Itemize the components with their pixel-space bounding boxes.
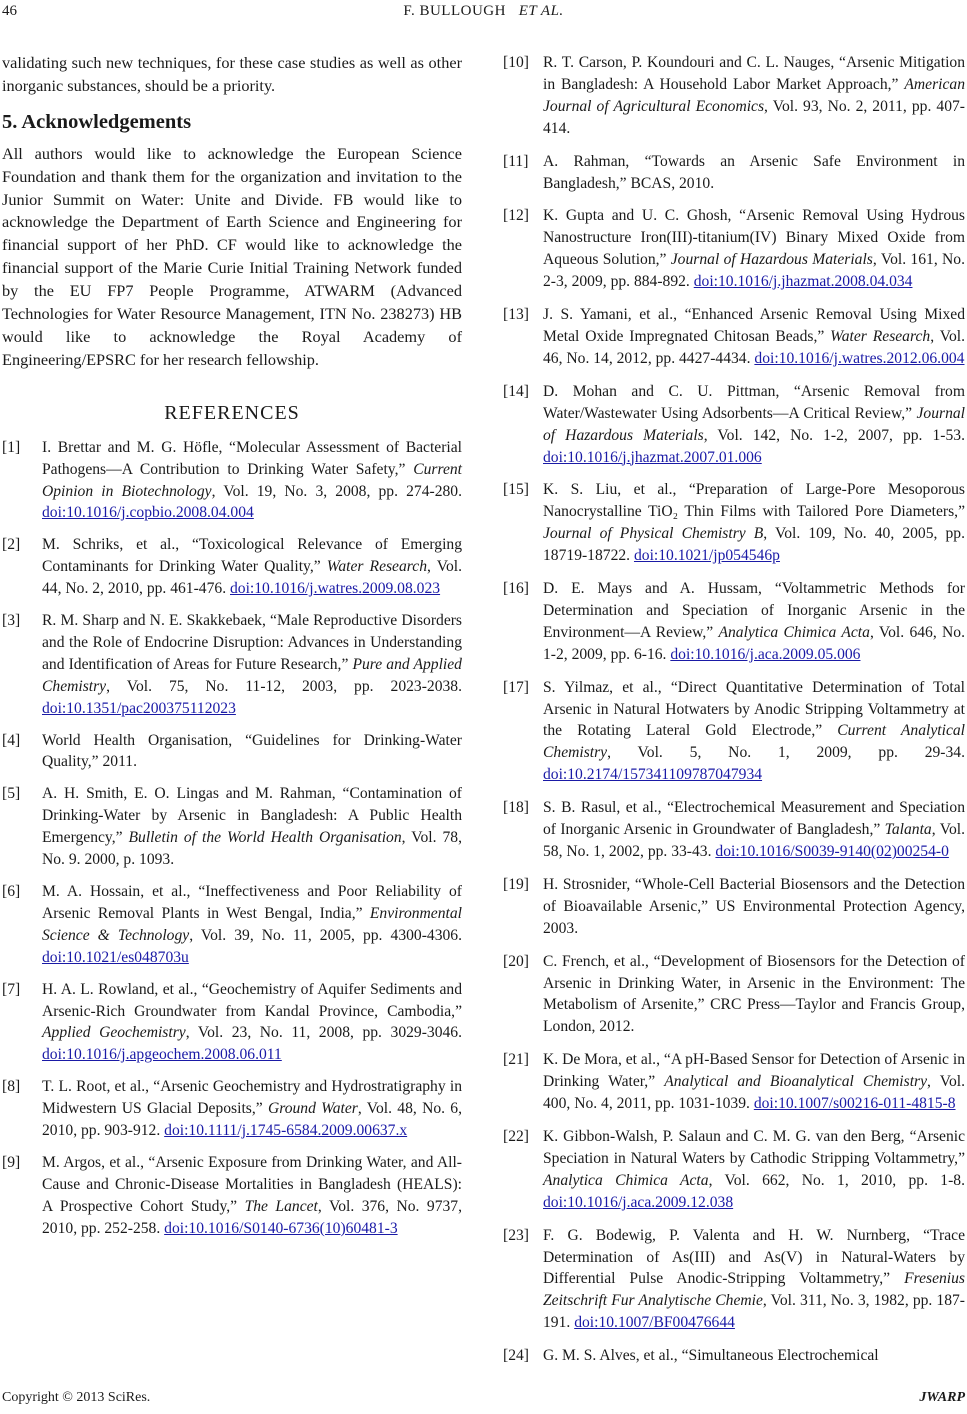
reference-journal: Journal of Physical Chemistry B <box>543 525 764 543</box>
reference-journal: Analytica Chimica Acta <box>718 623 870 641</box>
reference-number: [10] <box>503 54 529 71</box>
reference-item <box>503 205 965 293</box>
intro-paragraph: validating such new techniques, for these case studies as well as other inorganic substances, should be a priority. <box>2 53 462 95</box>
reference-details: , Vol. 23, No. 11, 2008, pp. 3029-3046. <box>185 1024 462 1042</box>
reference-number: [6] <box>2 883 21 900</box>
references-list-right <box>503 52 965 1367</box>
reference-doi-link[interactable]: doi:10.1016/j.watres.2012.06.004 <box>754 349 965 367</box>
reference-journal: Talanta <box>884 821 932 839</box>
reference-number: [16] <box>503 580 529 598</box>
reference-number: [14] <box>503 382 529 400</box>
reference-text: K. Gupta and U. C. Ghosh, “Arsenic Removal Using Hydrous Nanostructure Iron(III)-titanium(IV) Binary Mixed Oxide from Aqueous Solution,” <box>543 207 965 269</box>
reference-journal: Bulletin of the World Health Organisation <box>128 829 402 847</box>
reference-item <box>2 1152 462 1240</box>
reference-text: F. G. Bodewig, P. Valenta and H. W. Nurnberg, “Trace Determination of As(III) and As(V) in Natural-Waters by Differential Pulse Anodic-Stripping Voltammetry,” <box>543 1226 965 1288</box>
reference-number: [9] <box>2 1153 21 1171</box>
reference-number: [1] <box>2 438 21 456</box>
reference-details: , Vol. 5, No. 1, 2009, pp. 29-34. <box>607 744 965 762</box>
reference-text: M. Argos, et al., “Arsenic Exposure from Drinking Water, and All-Cause and Chronic-Disease Mortalities in Bangladesh (HEALS): A Prospective Cohort Study,” <box>42 1153 462 1215</box>
reference-doi-link[interactable]: doi:10.1016/j.jhazmat.2008.04.034 <box>693 273 913 291</box>
reference-item <box>2 730 462 774</box>
reference-doi-link[interactable]: doi:10.1016/j.apgeochem.2008.06.011 <box>42 1046 282 1064</box>
reference-journal: American Journal of Agricultural Economics <box>543 75 965 115</box>
right-column <box>503 52 965 1378</box>
page-number: 46 <box>2 3 17 19</box>
reference-text: G. M. S. Alves, et al., “Simultaneous Electrochemical <box>543 1347 879 1365</box>
reference-text: T. L. Root, et al., “Arsenic Geochemistry and Hydrostratigraphy in Midwestern US Glacial Deposits,” <box>42 1078 462 1118</box>
reference-journal: Journal of Hazardous Materials <box>543 404 965 444</box>
reference-doi-link[interactable]: doi:10.1016/j.copbio.2008.04.004 <box>42 504 254 522</box>
reference-number: [12] <box>503 207 529 225</box>
reference-text: A. H. Smith, E. O. Lingas and M. Rahman, “Contamination of Drinking-Water by Arsenic in Bangladesh: A Public Health Emergency,” <box>42 785 462 847</box>
running-head-authors <box>0 3 967 20</box>
reference-doi-link[interactable]: doi:10.1016/j.jhazmat.2007.01.006 <box>543 448 762 466</box>
reference-text: H. A. L. Rowland, et al., “Geochemistry of Aquifer Sediments and Arsenic-Rich Groundwater from Kandal Province, Cambodia,” <box>42 980 462 1020</box>
reference-item <box>503 1345 965 1367</box>
reference-number: [13] <box>503 306 529 324</box>
reference-details: , Vol. 75, No. 11-12, 2003, pp. 2023-2038. <box>106 677 462 695</box>
reference-journal: Environmental Science & Technology <box>42 904 462 944</box>
reference-journal: Water Research <box>326 558 427 576</box>
reference-number: [22] <box>503 1127 529 1145</box>
reference-doi-link[interactable]: doi:10.1007/s00216-011-4815-8 <box>753 1095 956 1113</box>
reference-text: K. De Mora, et al., “A pH-Based Sensor for Detection of Arsenic in Drinking Water,” <box>543 1051 965 1091</box>
reference-text: I. Brettar and M. G. Höfle, “Molecular Assessment of Bacterial Pathogens—A Contribution to Drinking Water Safety,” <box>42 438 462 478</box>
reference-item <box>503 381 965 469</box>
reference-item <box>503 677 965 787</box>
reference-journal: Applied Geochemistry <box>42 1024 186 1042</box>
reference-text: C. French, et al., “Development of Biosensors for the Detection of Arsenic in Drinking Water, in Arsenic in the Environment: The Metabolism of Arsenite,” CRC Press—Taylor and Francis Group, London, 2012. <box>543 952 965 1036</box>
reference-doi-link[interactable]: doi:10.1021/jp054546p <box>633 547 780 565</box>
reference-number: [7] <box>2 980 21 998</box>
reference-number: [24] <box>503 1347 529 1365</box>
reference-details: , Vol. 78, No. 9. 2000, p. 1093. <box>42 829 462 869</box>
reference-number: [19] <box>503 875 529 893</box>
reference-text: S. Yilmaz, et al., “Direct Quantitative Determination of Total Arsenic in Natural Hotwaters by Anodic Stripping Voltammetry at the Rotating Lateral Gold Electrode,” <box>543 678 965 740</box>
reference-journal: Water Research <box>830 327 931 345</box>
reference-journal: Analytica Chimica Acta <box>543 1171 709 1189</box>
reference-item <box>503 52 965 140</box>
reference-details: , Vol. 19, No. 3, 2008, pp. 274-280. <box>211 482 462 500</box>
reference-item <box>2 881 462 969</box>
reference-number: [21] <box>503 1051 529 1069</box>
reference-doi-link[interactable]: doi:10.1016/j.watres.2009.08.023 <box>230 580 441 598</box>
reference-details: , Vol. 646, No. 1-2, 2009, pp. 6-16. <box>543 623 965 663</box>
reference-item <box>503 951 965 1039</box>
reference-item <box>503 151 965 195</box>
reference-number: [3] <box>2 612 21 630</box>
reference-text: D. E. Mays and A. Hussam, “Voltammetric Methods for Determination and Speciation of Inorganic Arsenic in the Environment—A Review,” <box>543 580 965 641</box>
journal-abbrev: JWARP <box>919 1390 965 1405</box>
reference-text: K. S. Liu, et al., “Preparation of Large-Pore Mesoporous Nanocrystalline TiO₂ Thin Films with Tailored Pore Diameters,” <box>543 481 965 521</box>
reference-number: [23] <box>503 1226 529 1244</box>
reference-journal: Ground Water <box>267 1100 358 1118</box>
reference-text: World Health Organisation, “Guidelines for Drinking-Water Quality,” 2011. <box>42 731 462 771</box>
copyright: Copyright © 2013 SciRes. <box>2 1390 151 1405</box>
page-footer <box>0 1390 967 1410</box>
reference-item <box>2 783 462 871</box>
et-al: ET AL. <box>518 3 564 19</box>
running-header <box>0 0 967 30</box>
reference-doi-link[interactable]: doi:10.1016/j.aca.2009.12.038 <box>543 1193 734 1211</box>
reference-doi-link[interactable]: doi:10.2174/157341109787047934 <box>543 766 763 784</box>
reference-number: [5] <box>2 785 21 803</box>
reference-journal: The Lancet <box>244 1197 318 1215</box>
reference-journal: Current Opinion in Biotechnology <box>42 460 462 500</box>
acknowledgements-heading: 5. Acknowledgements <box>2 110 192 133</box>
reference-text: J. S. Yamani, et al., “Enhanced Arsenic Removal Using Mixed Metal Oxide Impregnated Chitosan Beads,” <box>543 306 965 345</box>
reference-item <box>2 1076 462 1142</box>
reference-item <box>503 874 965 940</box>
reference-details: , Vol. 48, No. 6, 2010, pp. 903-912. <box>42 1100 463 1140</box>
reference-item <box>503 479 965 567</box>
reference-number: [11] <box>503 152 529 170</box>
reference-doi-link[interactable]: doi:10.1111/j.1745-6584.2009.00637.x <box>164 1122 408 1140</box>
reference-item <box>2 610 462 720</box>
reference-text: R. M. Sharp and N. E. Skakkebaek, “Male Reproductive Disorders and the Role of Endocrine Disruption: Advances in Understanding and Identification of Areas for Future Research,” <box>42 612 462 673</box>
reference-details: , Vol. 376, No. 9737, 2010, pp. 252-258. <box>42 1197 462 1237</box>
reference-details: , Vol. 44, No. 2, 2010, pp. 461-476. <box>42 558 462 598</box>
reference-details: , Vol. 161, No. 2-3, 2009, pp. 884-892. <box>543 251 965 291</box>
reference-item <box>2 979 462 1067</box>
references-list-left <box>2 437 462 1240</box>
reference-number: [15] <box>503 481 529 499</box>
reference-journal: Pure and Applied Chemistry <box>42 655 462 695</box>
reference-number: [2] <box>2 536 21 554</box>
reference-item <box>2 534 462 600</box>
reference-text: M. A. Hossain, et al., “Ineffectiveness and Poor Reliability of Arsenic Removal Plants in West Bengal, India,” <box>42 883 462 922</box>
reference-number: [18] <box>503 799 529 817</box>
reference-item <box>503 797 965 863</box>
author-name: F. BULLOUGH <box>403 3 506 19</box>
reference-details: , Vol. 58, No. 1, 2002, pp. 33-43. <box>543 821 965 860</box>
reference-details: , Vol. 142, No. 1-2, 2007, pp. 1-53. <box>703 426 965 444</box>
reference-number: [20] <box>503 952 529 970</box>
left-column <box>2 52 462 1250</box>
reference-journal: Fresenius Zeitschrift Fur Analytische Chemie <box>543 1270 965 1310</box>
reference-details: , Vol. 46, No. 14, 2012, pp. 4427-4434. <box>543 327 965 367</box>
reference-doi-link[interactable]: doi:10.1016/S0039-9140(02)00254-0 <box>715 843 949 860</box>
reference-text: H. Strosnider, “Whole-Cell Bacterial Biosensors and the Detection of Bioavailable Arsenic,” US Environmental Protection Agency, 2003. <box>543 875 965 937</box>
reference-doi-link[interactable]: doi:10.1016/j.aca.2009.05.006 <box>670 645 861 663</box>
reference-item <box>2 437 462 525</box>
reference-text: S. B. Rasul, et al., “Electrochemical Measurement and Speciation of Inorganic Arsenic in Groundwater of Bangladesh,” <box>543 799 965 839</box>
references-heading: REFERENCES <box>164 401 300 424</box>
reference-details: , Vol. 662, No. 1, 2010, pp. 1-8. <box>708 1171 965 1189</box>
reference-details: , Vol. 109, No. 40, 2005, pp. 18719-18722. <box>543 525 965 565</box>
reference-text: M. Schriks, et al., “Toxicological Relevance of Emerging Contaminants for Drinking Water Quality,” <box>42 536 462 576</box>
reference-item <box>503 304 965 370</box>
reference-journal: Current Analytical Chemistry <box>543 722 965 762</box>
reference-number: [8] <box>2 1078 21 1096</box>
reference-doi-link[interactable]: doi:10.1351/pac200375112023 <box>42 699 236 717</box>
reference-details: , Vol. 39, No. 11, 2005, pp. 4300-4306. <box>189 926 462 944</box>
reference-details: , Vol. 311, No. 3, 1982, pp. 187-191. <box>543 1292 965 1332</box>
reference-doi-link[interactable]: doi:10.1021/es048703u <box>42 948 189 966</box>
reference-text: K. Gibbon-Walsh, P. Salaun and C. M. G. van den Berg, “Arsenic Speciation in Natural Waters by Cathodic Stripping Voltammetry,” <box>543 1127 965 1167</box>
reference-text: A. Rahman, “Towards an Arsenic Safe Environment in Bangladesh,” BCAS, 2010. <box>543 152 965 192</box>
acknowledgements-text: All authors would like to acknowledge the European Science Foundation and thank them for the organization and invitation to the Junior Summit on Water: Unite and Divide. FB would like to acknowledge the Department of Earth Science and Engineering for financial support of her PhD. CF would like to acknowledge the financial support of the Marie Curie Initial Training Network funded by the EU FP7 People Programme, ATWARM (Advanced Technologies for Water Resource Management, ITN No. 238273) HB would like to acknowledge the Royal Academy of Engineering/EPSRC for her research fellowship. <box>2 143 462 369</box>
reference-details: , Vol. 93, No. 2, 2011, pp. 407-414. <box>543 97 965 137</box>
reference-item <box>503 578 965 666</box>
reference-text: D. Mohan and C. U. Pittman, “Arsenic Removal from Water/Wastewater Using Adsorbents—A Critical Review,” <box>543 382 965 422</box>
reference-journal: Analytical and Bioanalytical Chemistry <box>664 1073 928 1091</box>
reference-text: R. T. Carson, P. Koundouri and C. L. Nauges, “Arsenic Mitigation in Bangladesh: A Household Labor Market Approach,” <box>543 54 965 93</box>
reference-doi-link[interactable]: doi:10.1016/S0140-6736(10)60481-3 <box>164 1219 398 1237</box>
reference-number: [4] <box>2 731 21 749</box>
reference-journal: Journal of Hazardous Materials <box>670 251 873 269</box>
reference-details: , Vol. 400, No. 4, 2011, pp. 1031-1039. <box>543 1073 965 1113</box>
reference-number: [17] <box>503 678 529 696</box>
reference-item <box>503 1126 965 1214</box>
reference-item <box>503 1049 965 1115</box>
reference-doi-link[interactable]: doi:10.1007/BF00476644 <box>574 1314 735 1332</box>
reference-item <box>503 1225 965 1335</box>
